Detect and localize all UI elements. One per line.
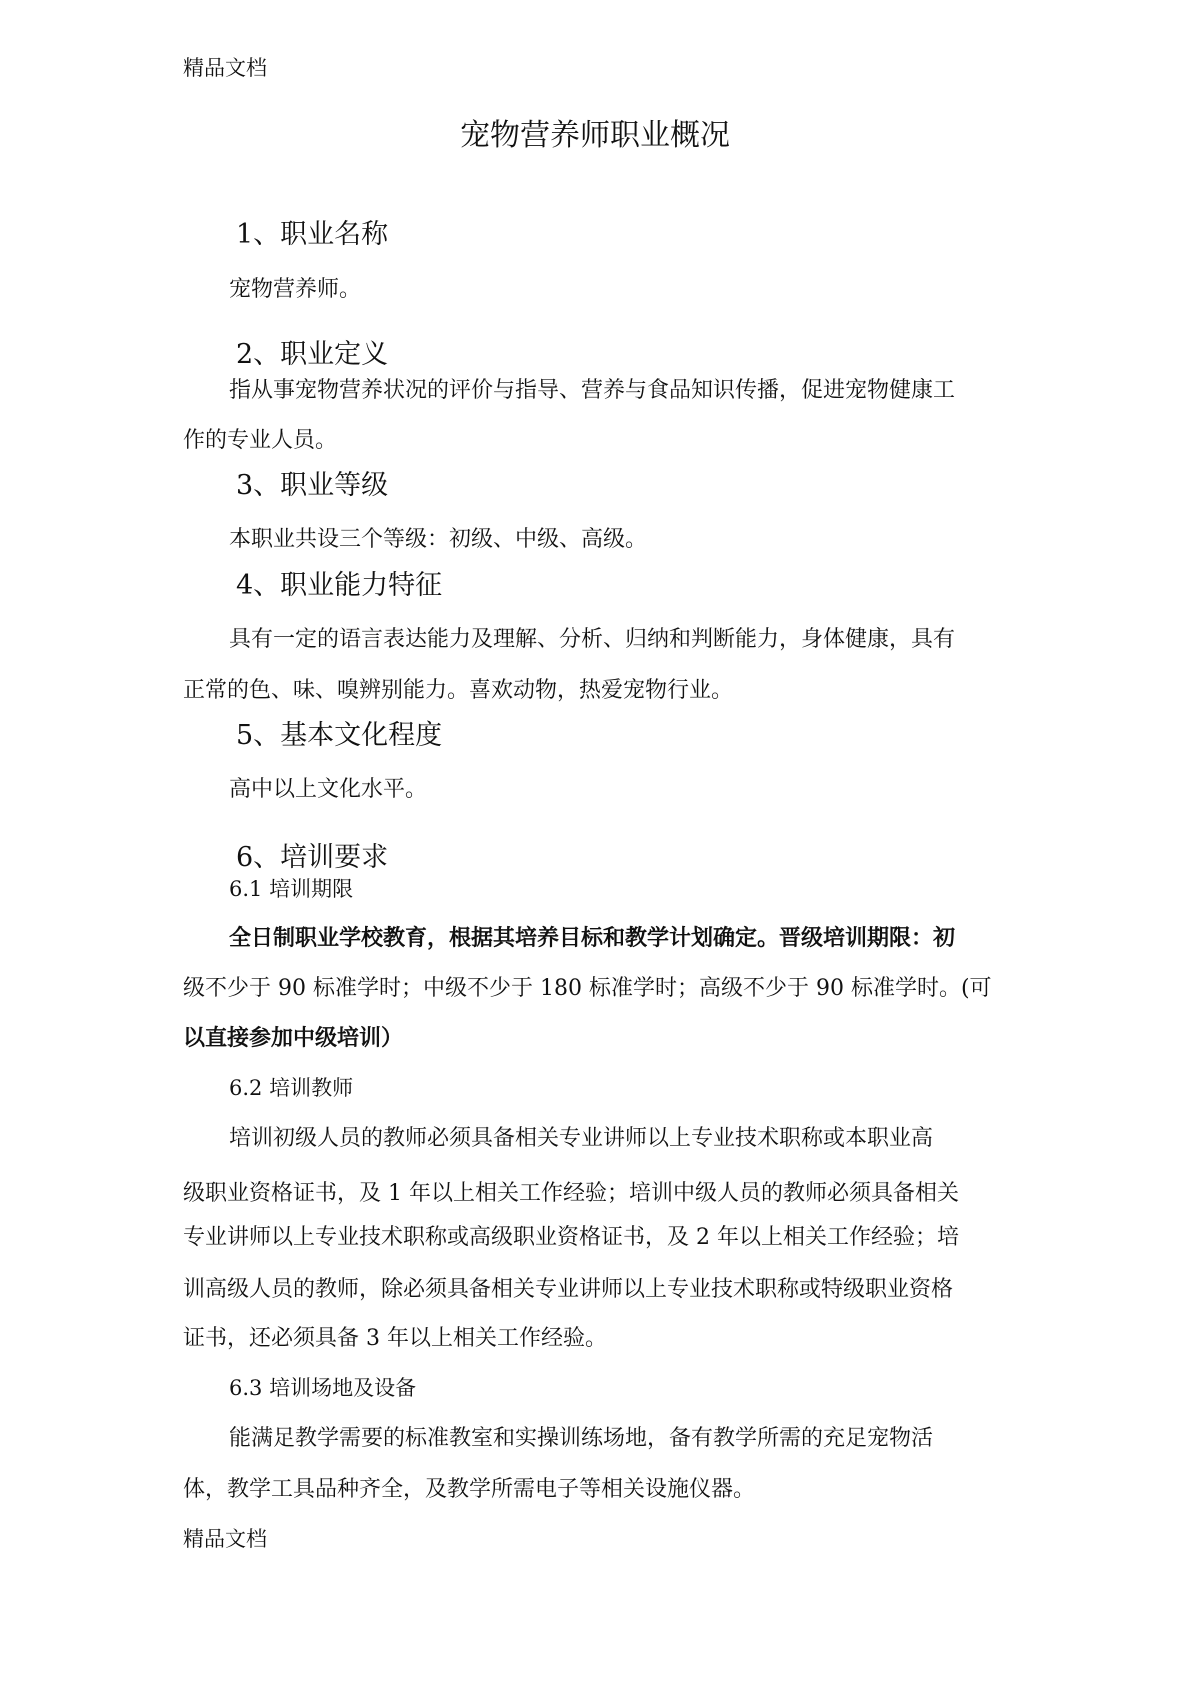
section-4-line: 具有一定的语言表达能力及理解、分析、归纳和判断能力，身体健康，具有: [229, 627, 956, 652]
section-4-line: 正常的色、味、嗅辨别能力。喜欢动物，热爱宠物行业。: [183, 678, 734, 703]
section-3-heading: 3、职业等级: [236, 470, 389, 501]
section-4-heading: 4、职业能力特征: [236, 570, 443, 601]
subsection-6-1-line: 全日制职业学校教育，根据其培养目标和教学计划确定。晋级培训期限：初: [229, 925, 956, 951]
section-6-heading: 6、培训要求: [236, 842, 389, 873]
subsection-6-2-line: 训高级人员的教师，除必须具备相关专业讲师以上专业技术职称或特级职业资格: [183, 1277, 954, 1302]
section-3-body: 本职业共设三个等级：初级、中级、高级。: [229, 527, 648, 552]
subsection-6-2-line: 专业讲师以上专业技术职称或高级职业资格证书，及 2 年以上相关工作经验；培: [183, 1225, 959, 1250]
subsection-6-3-line: 能满足教学需要的标准教室和实操训练场地，备有教学所需的充足宠物活: [229, 1426, 934, 1451]
subsection-6-2-line: 证书，还必须具备 3 年以上相关工作经验。: [183, 1326, 607, 1351]
section-5-body: 高中以上文化水平。: [229, 777, 428, 802]
subsection-6-2-line: 级职业资格证书，及 1 年以上相关工作经验；培训中级人员的教师必须具备相关: [183, 1181, 959, 1206]
subsection-6-3-heading: 6.3 培训场地及设备: [229, 1376, 417, 1400]
section-5-heading: 5、基本文化程度: [236, 720, 443, 751]
document-title: 宠物营养师职业概况: [460, 118, 730, 153]
subsection-6-1-line: 以直接参加中级培训）: [183, 1025, 404, 1051]
section-2-heading: 2、职业定义: [236, 339, 389, 370]
subsection-6-2-heading: 6.2 培训教师: [229, 1076, 354, 1100]
section-1-body: 宠物营养师。: [229, 277, 362, 302]
subsection-6-1-line: 级不少于 90 标准学时；中级不少于 180 标准学时；高级不少于 90 标准学时。(可: [183, 976, 992, 1001]
page-footer: 精品文档: [183, 1527, 267, 1551]
section-2-line: 指从事宠物营养状况的评价与指导、营养与食品知识传播，促进宠物健康工: [229, 378, 956, 403]
section-1-heading: 1、职业名称: [236, 219, 389, 250]
subsection-6-1-heading: 6.1 培训期限: [229, 877, 354, 901]
page-header: 精品文档: [183, 56, 267, 80]
subsection-6-3-line: 体，教学工具品种齐全，及教学所需电子等相关设施仪器。: [183, 1477, 756, 1502]
section-2-line: 作的专业人员。: [183, 428, 338, 453]
subsection-6-2-line: 培训初级人员的教师必须具备相关专业讲师以上专业技术职称或本职业高: [229, 1126, 934, 1151]
